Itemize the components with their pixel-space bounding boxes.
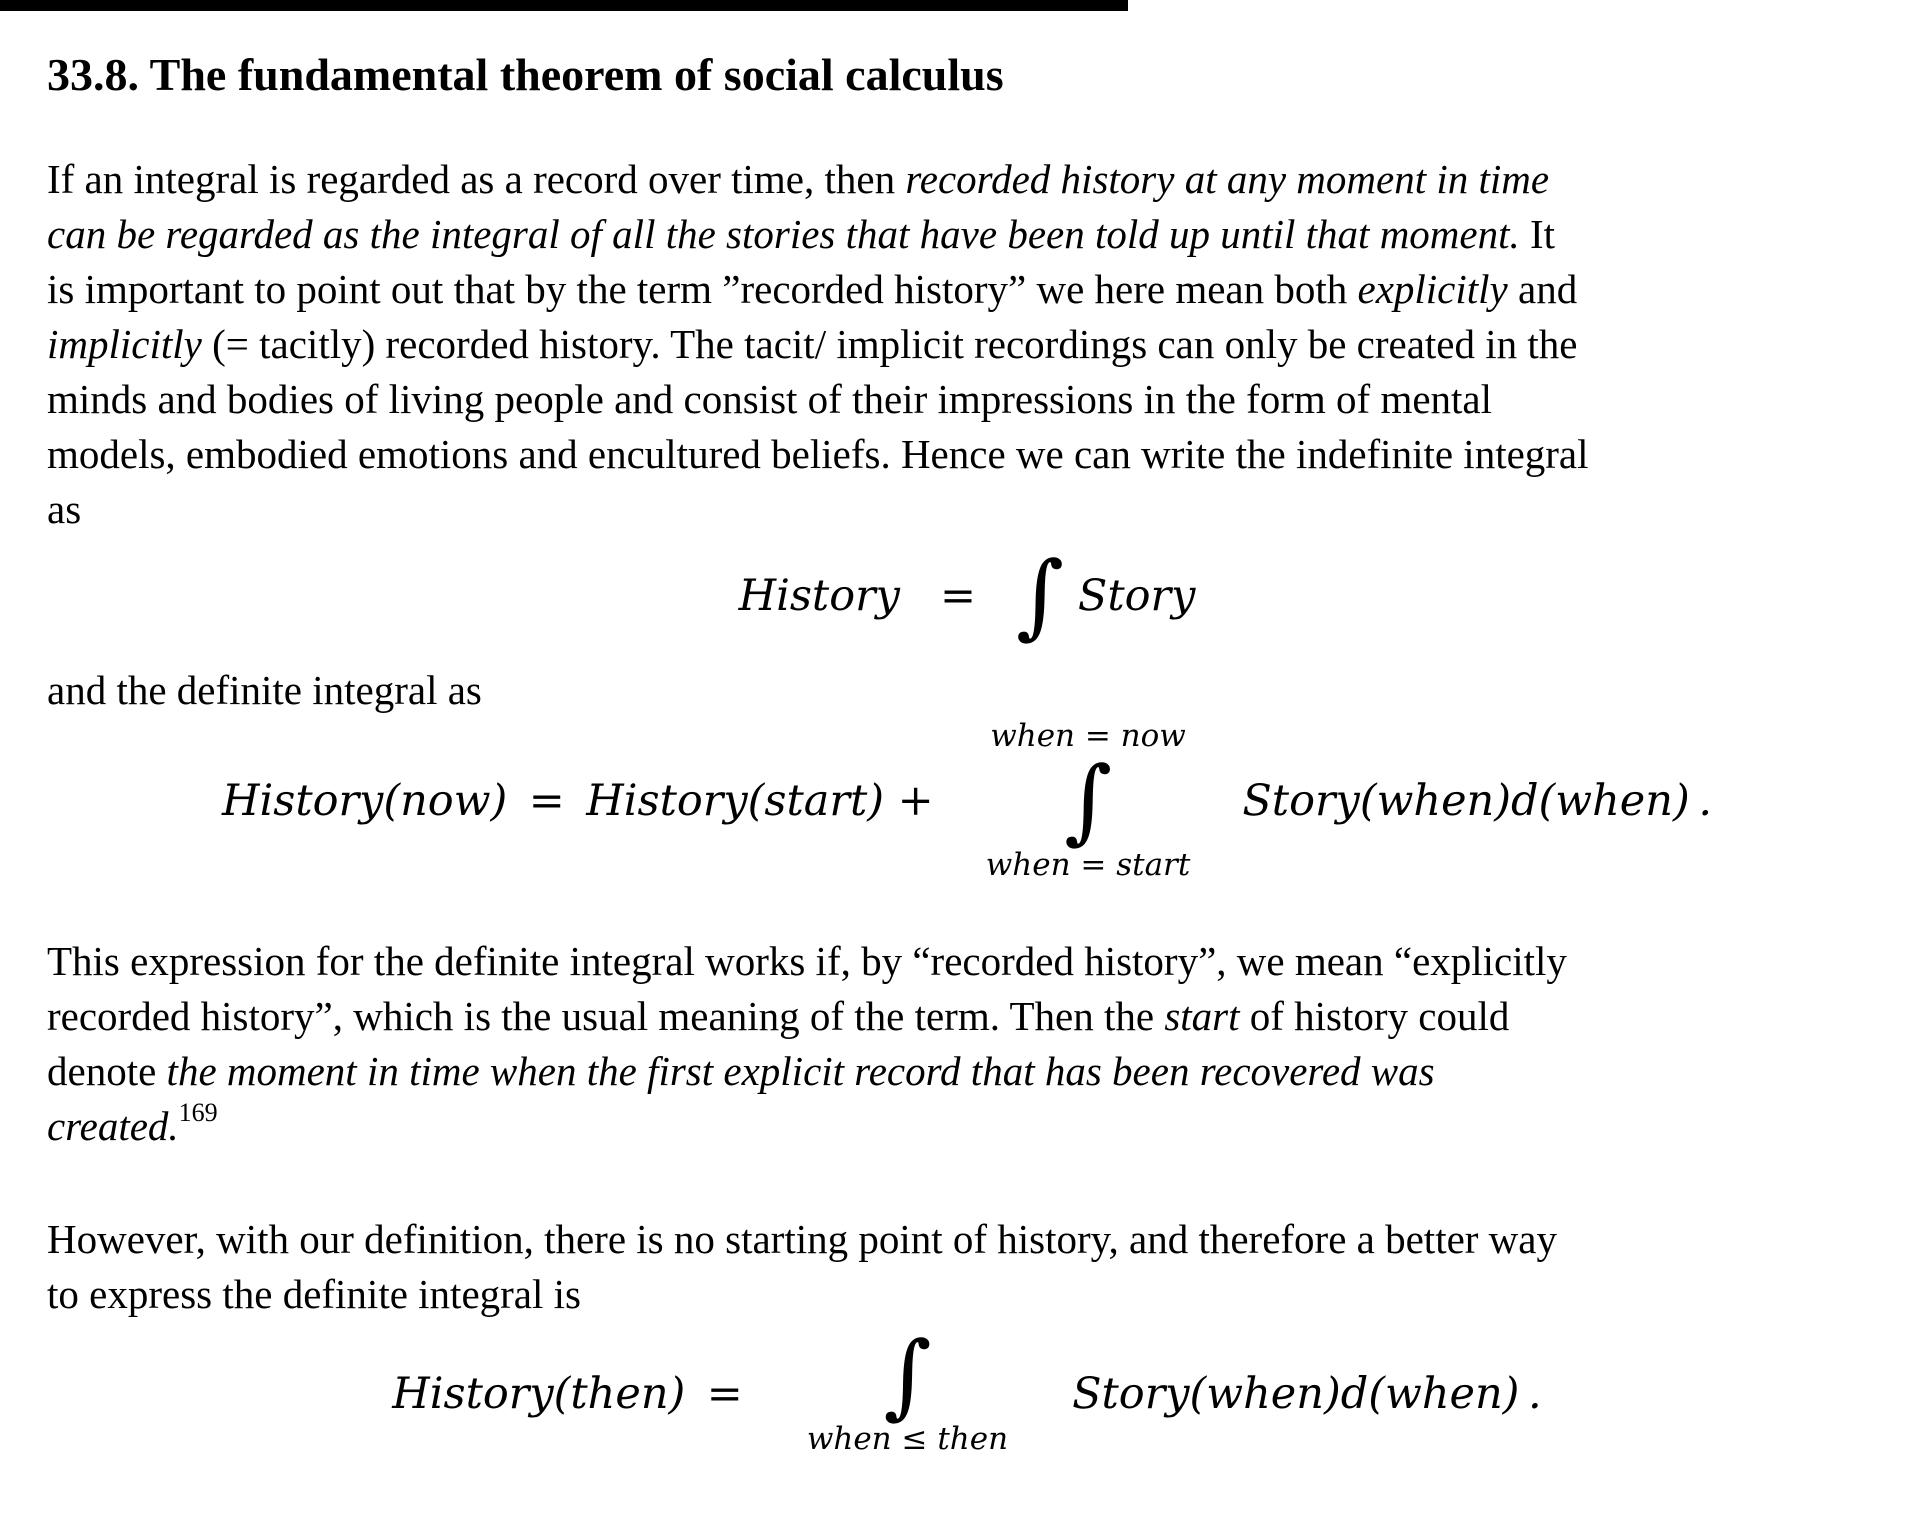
top-edge-bar [0,0,1128,11]
better-definite-integral-formula [47,1321,1887,1459]
section-heading: 33.8. The fundamental theorem of social calculus [47,49,1004,100]
equals-sign: = [939,571,976,621]
integral-sign: ∫ [1064,747,1112,855]
definite-integral-formula [47,718,1887,884]
connector-text: and the definite integral as [47,667,482,713]
indefinite-integral-formula [47,537,1887,655]
integral-with-limits [986,718,1191,884]
page-content [47,49,1887,1458]
formula2-rhs: Story(when)d(when) . [1242,775,1712,826]
integral-sign: ∫ [883,1321,932,1429]
integral-sign: ∫ [1015,542,1064,650]
upper-limit: when = now [990,718,1186,754]
paragraph-intro: If an integral is regarded as a record over time, then recorded history at any moment in time can be regarded as the integral of all the stories that have been told up until that moment. It is important to point out that by the term ”recorded history” we here mean both explicitly and implicitly (= tacitly) recorded history. The tacit/ implicit recordings can only be created in the minds and bodies of living people and consist of their impressions in the form of mental models, embodied emotions and encultured beliefs. Hence we can write the indefinite integral as [47,156,1589,532]
formula1-lhs: History [738,571,900,621]
paragraph-explicit-history: This expression for the definite integral works if, by “recorded history”, we mean “explicitly recorded history”, which is the usual meaning of the term. Then the start of history could denote the moment in time when the first explicit record that has been recovered was created.$^{169}$ [47,937,1567,1149]
paragraph-no-start: However, with our definition, there is no starting point of history, and therefore a better way to express the definite integral is [47,1215,1557,1317]
formula1-rhs: Story [1077,571,1196,621]
formula3-lhs: History(then) = [392,1369,743,1420]
integral-with-limits [806,1321,1009,1459]
lower-limit: when ≤ then [806,1421,1009,1458]
lower-limit: when = start [985,846,1191,883]
formula2-lhs: History(now) = History(start) + [222,775,934,826]
formula3-rhs: Story(when)d(when) . [1072,1369,1542,1420]
